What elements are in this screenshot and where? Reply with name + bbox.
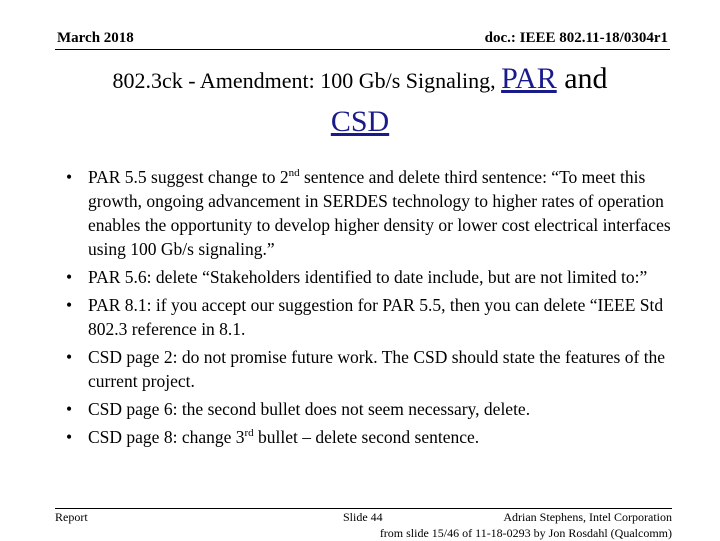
title-and: and <box>556 62 608 95</box>
bullet-dot-icon: • <box>66 295 73 315</box>
bullet-dot-icon: • <box>66 267 73 287</box>
bullet-item: • CSD page 6: the second bullet does not seem necessary, delete. <box>66 399 531 419</box>
title-csd-link[interactable]: CSD <box>330 105 390 138</box>
bullet-item: • PAR 5.5 suggest change to 2nd sentence and delete third sentence: “To meet this growth, ongoing advancement in SERDES technology to higher rates of operation enables the opportunity to develop higher density or lower cost electrical interfaces using 100 Gb/s signaling.” <box>66 167 671 259</box>
header-doc-number: doc.: IEEE 802.11-18/0304r1 <box>484 30 668 46</box>
footer-author: Adrian Stephens, Intel Corporation <box>503 510 672 524</box>
footer-source: from slide 15/46 of 11-18-0293 by Jon Rosdahl (Qualcomm) <box>379 526 672 540</box>
title-par-link[interactable]: PAR <box>501 62 557 95</box>
title-text: 802.3ck - Amendment: 100 Gb/s Signaling, <box>112 68 502 93</box>
bullet-dot-icon: • <box>66 427 73 447</box>
bullet-item: • CSD page 8: change 3rd bullet – delete second sentence. <box>66 427 480 447</box>
bullet-dot-icon: • <box>66 347 73 367</box>
header-rule <box>55 49 670 50</box>
header-date: March 2018 <box>57 30 134 46</box>
slide-title <box>40 60 680 146</box>
bullet-item: • PAR 5.6: delete “Stakeholders identified to date include, but are not limited to:” <box>66 267 648 287</box>
footer-slide-number: Slide 44 <box>343 510 383 524</box>
bullet-item: • CSD page 2: do not promise future work. The CSD should state the features of the current project. <box>66 347 666 391</box>
bullet-list <box>66 165 676 453</box>
bullet-dot-icon: • <box>66 399 73 419</box>
footer-rule <box>55 508 672 509</box>
footer-report: Report <box>55 510 88 524</box>
bullet-item: • PAR 8.1: if you accept our suggestion for PAR 5.5, then you can delete “IEEE Std 802.3 reference in 8.1. <box>66 295 664 339</box>
bullet-dot-icon: • <box>66 167 73 187</box>
